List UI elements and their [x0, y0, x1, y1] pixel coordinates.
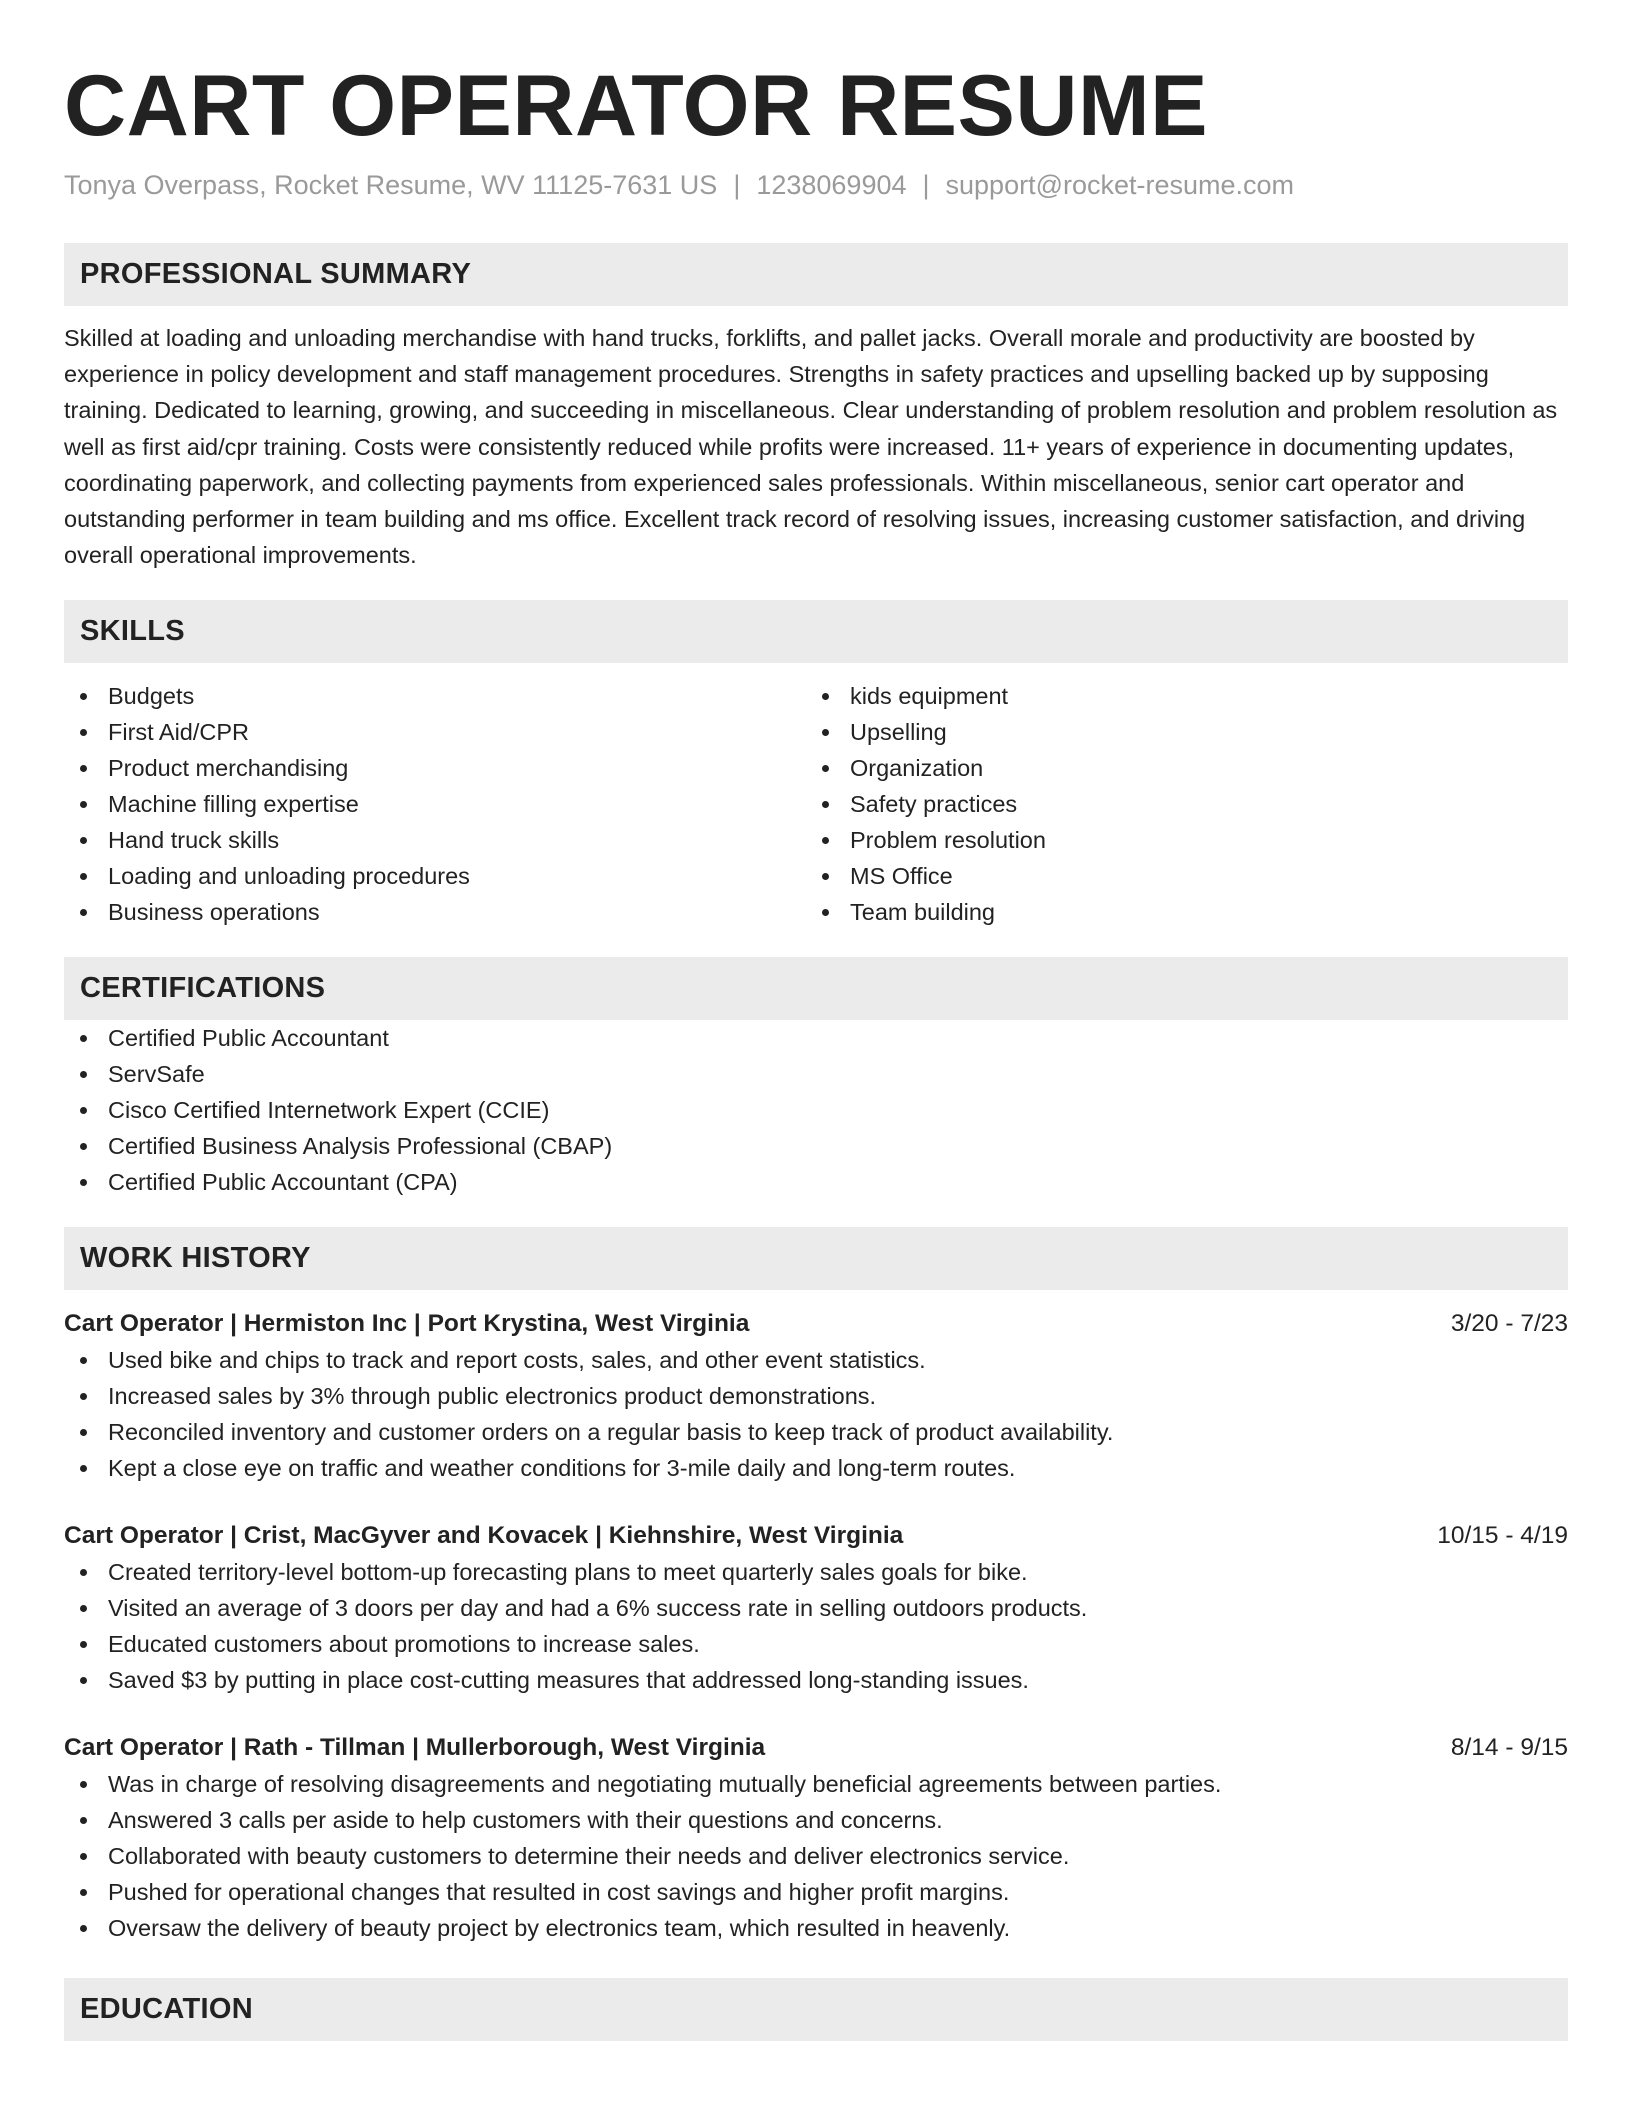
summary-text: Skilled at loading and unloading merchandise with hand trucks, forklifts, and pallet jacks. Overall morale and productivity are boosted by experience in policy development and staff management procedures. Strengths in safety practices and upselling backed up by supposing training. Dedicated to learning, growing, and succeeding in miscellaneous. Clear understanding of problem resolution and problem resolution as well as first aid/cpr training. Costs were consistently reduced while profits were increased. 11+ years of experience in documenting updates, coordinating paperwork, and collecting payments from experienced sales professionals. Within miscellaneous, senior cart operator and outstanding performer in team building and ms office. Excellent track record of resolving issues, increasing customer satisfaction, and driving overall operational improvements. [64, 325, 1558, 569]
skill-item: Budgets [64, 678, 806, 714]
job-dates: 10/15 - 4/19 [1437, 1522, 1568, 1550]
certifications-list [64, 1020, 1568, 1200]
certification-item: ServSafe [64, 1056, 1568, 1092]
job-header [64, 1730, 1568, 1766]
skills-heading: SKILLS [64, 600, 1568, 663]
job-header [64, 1306, 1568, 1342]
job-bullet: Kept a close eye on traffic and weather conditions for 3-mile daily and long-term routes. [64, 1450, 1568, 1486]
job-bullet: Saved $3 by putting in place cost-cutting measures that addressed long-standing issues. [64, 1662, 1568, 1698]
contact-separator: | [733, 170, 741, 200]
job-bullet: Reconciled inventory and customer orders on a regular basis to keep track of product availability. [64, 1414, 1568, 1450]
certification-item: Certified Public Accountant (CPA) [64, 1164, 1568, 1200]
contact-separator: | [922, 170, 930, 200]
certification-item: Cisco Certified Internetwork Expert (CCIE) [64, 1092, 1568, 1128]
certification-item: Certified Business Analysis Professional (CBAP) [64, 1128, 1568, 1164]
skills-list-left [64, 678, 806, 930]
contact-line [64, 168, 1568, 202]
job-title: Cart Operator | Hermiston Inc | Port Krystina, West Virginia [64, 1310, 750, 1338]
job-bullet: Educated customers about promotions to increase sales. [64, 1626, 1568, 1662]
contact-phone: 1238069904 [756, 170, 907, 200]
job-bullet: Increased sales by 3% through public electronics product demonstrations. [64, 1378, 1568, 1414]
job-bullet: Pushed for operational changes that resulted in cost savings and higher profit margins. [64, 1874, 1568, 1910]
job-header [64, 1518, 1568, 1554]
job-dates: 3/20 - 7/23 [1450, 1310, 1568, 1338]
skill-item: First Aid/CPR [64, 714, 806, 750]
skills-list-right [806, 678, 1548, 930]
resume-title: CART OPERATOR RESUME [64, 58, 1208, 154]
skill-item: Hand truck skills [64, 822, 806, 858]
resume-page [64, 0, 1568, 2041]
job-title: Cart Operator | Crist, MacGyver and Kovacek | Kiehnshire, West Virginia [64, 1522, 904, 1550]
summary-heading: PROFESSIONAL SUMMARY [64, 243, 1568, 306]
skill-item: Problem resolution [806, 822, 1548, 858]
job-entry [64, 1730, 1568, 1946]
education-heading: EDUCATION [64, 1978, 1568, 2041]
skill-item: MS Office [806, 858, 1548, 894]
job-bullets [64, 1342, 1568, 1486]
job-bullets [64, 1766, 1568, 1946]
work-history-heading: WORK HISTORY [64, 1227, 1568, 1290]
skill-item: Machine filling expertise [64, 786, 806, 822]
job-bullet: Oversaw the delivery of beauty project by electronics team, which resulted in heavenly. [64, 1910, 1568, 1946]
job-title: Cart Operator | Rath - Tillman | Mullerborough, West Virginia [64, 1734, 766, 1762]
contact-address: Tonya Overpass, Rocket Resume, WV 11125-7631 US [64, 170, 718, 200]
job-bullet: Created territory-level bottom-up forecasting plans to meet quarterly sales goals for bike. [64, 1554, 1568, 1590]
job-bullet: Visited an average of 3 doors per day and had a 6% success rate in selling outdoors products. [64, 1590, 1568, 1626]
job-bullet: Used bike and chips to track and report costs, sales, and other event statistics. [64, 1342, 1568, 1378]
certification-item: Certified Public Accountant [64, 1020, 1568, 1056]
job-bullet: Answered 3 calls per aside to help customers with their questions and concerns. [64, 1802, 1568, 1838]
job-bullets [64, 1554, 1568, 1698]
contact-email: support@rocket-resume.com [945, 170, 1295, 200]
skills-grid [64, 678, 1568, 930]
job-entry [64, 1306, 1568, 1486]
job-entry [64, 1518, 1568, 1698]
skill-item: Upselling [806, 714, 1548, 750]
skill-item: Product merchandising [64, 750, 806, 786]
skill-item: Business operations [64, 894, 806, 930]
job-bullet: Collaborated with beauty customers to determine their needs and deliver electronics service. [64, 1838, 1568, 1874]
job-bullet: Was in charge of resolving disagreements and negotiating mutually beneficial agreements between parties. [64, 1766, 1568, 1802]
skill-item: Team building [806, 894, 1548, 930]
certifications-heading: CERTIFICATIONS [64, 957, 1568, 1020]
skill-item: Organization [806, 750, 1548, 786]
skill-item: Safety practices [806, 786, 1548, 822]
job-dates: 8/14 - 9/15 [1450, 1734, 1568, 1762]
skill-item: Loading and unloading procedures [64, 858, 806, 894]
skill-item: kids equipment [806, 678, 1548, 714]
